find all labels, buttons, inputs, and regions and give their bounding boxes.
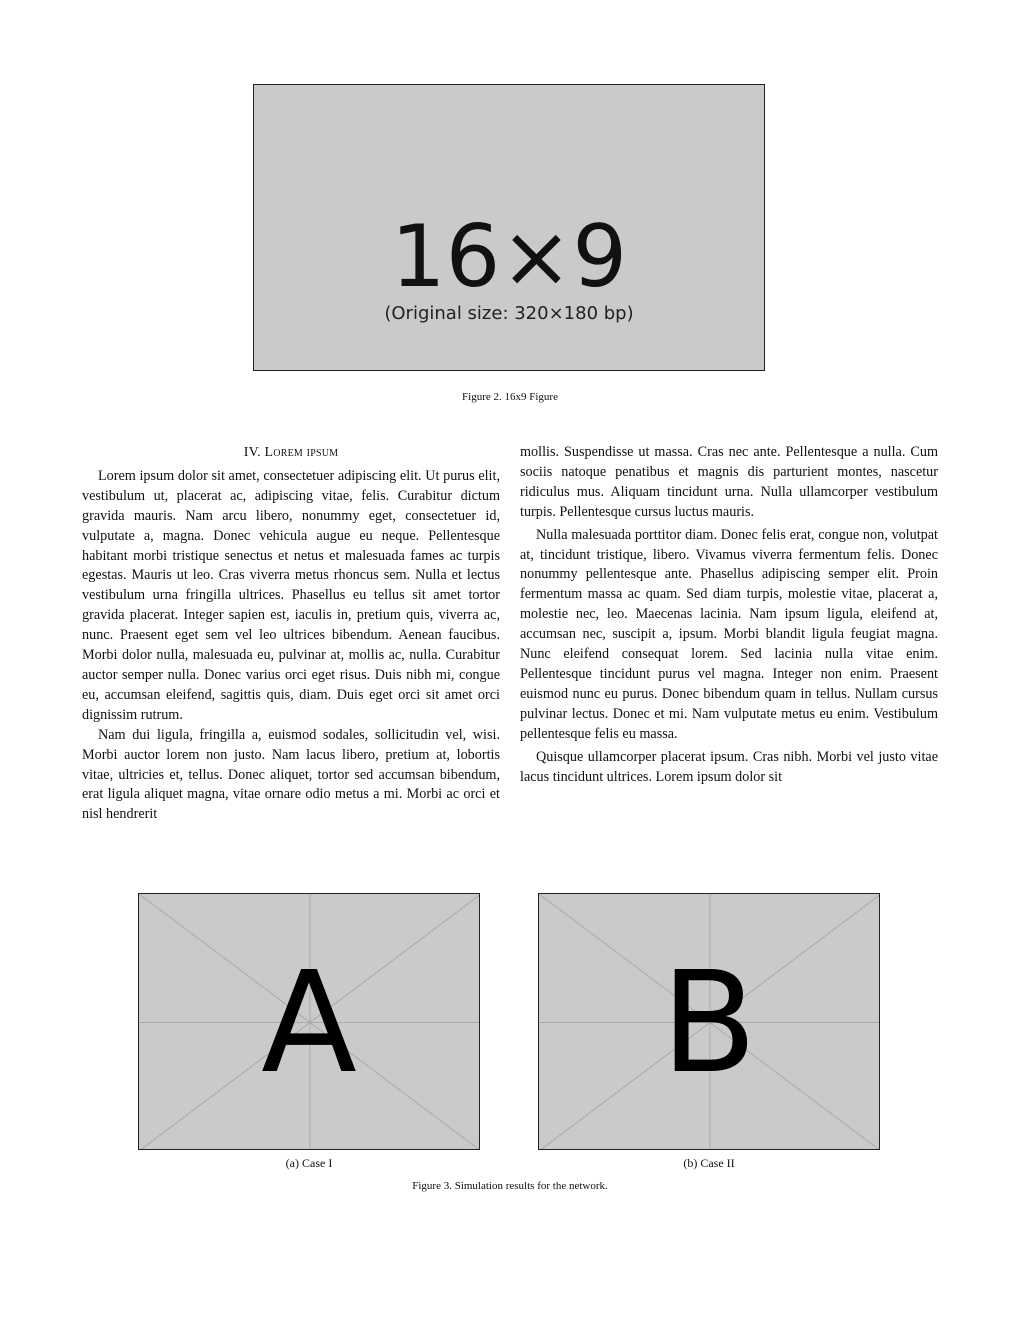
figure-3a-placeholder <box>138 893 480 1150</box>
paragraph: Quisque ullamcorper placerat ipsum. Cras nibh. Morbi vel justo vitae lacus tincidunt ultrices. Lorem ipsum dolor sit <box>520 748 938 785</box>
figure-2-size-text: (Original size: 320×180 bp) <box>384 303 634 324</box>
panel-letter-b: B <box>660 942 758 1105</box>
section-title: Lorem ipsum <box>264 445 339 460</box>
paragraph: Lorem ipsum dolor sit amet, consectetuer adipiscing elit. Ut purus elit, vestibulum ut, placerat ac, adipiscing vitae, felis. Curabitur dictum gravida mauris. Nam arcu libero, nonummy eget, consectetuer id, vulputate a, magna. Donec vehicula augue eu neque. Pellentesque habitant morbi tristique senectus et netus et malesuada fames ac turpis egestas. Mauris ut leo. Cras viverra metus rhoncus sem. Nulla et lectus vestibulum urna fringilla ultrices. Phasellus eu tellus sit amet tortor gravida placerat. Integer sapien est, iaculis in, pretium quis, viverra ac, nunc. Praesent eget sem vel leo ultrices bibendum. Aenean faucibus. Morbi dolor nulla, malesuada eu, pulvinar at, mollis ac, nulla. Curabitur auctor semper nulla. Donec varius orci eget risus. Duis nibh mi, congue eu, accumsan eleifend, sagittis quis, diam. Duis eget orci sit amet orci dignissim rutrum. <box>82 467 500 723</box>
figure-3b-caption: (b) Case II <box>683 1156 735 1170</box>
figure-2-ratio-text: 16×9 <box>390 207 628 307</box>
paragraph-continued: mollis. Suspendisse ut massa. Cras nec ante. Pellentesque a nulla. Cum sociis natoque penatibus et magnis dis parturient montes, nascetur ridiculus mus. Aliquam tincidunt urna. Nulla ullamcorper vestibulum turpis. Pellentesque cursus luctus mauris. <box>520 444 938 520</box>
figure-2-placeholder <box>253 84 765 371</box>
figure-3-caption: Figure 3. Simulation results for the network. <box>412 1180 608 1192</box>
left-column <box>82 443 500 825</box>
figure-2-caption: Figure 2. 16x9 Figure <box>462 391 558 403</box>
paragraph: Nam dui ligula, fringilla a, euismod sodales, sollicitudin vel, wisi. Morbi auctor lorem non justo. Nam lacus libero, pretium at, lobortis vitae, ultricies et, tellus. Donec aliquet, tortor sed accumsan bibendum, erat ligula aliquet magna, vitae ornare odio metus a mi. Morbi ac orci et nisl hendrerit <box>82 726 500 823</box>
section-heading <box>82 443 500 463</box>
figure-3a-caption: (a) Case I <box>285 1156 333 1170</box>
figure-3b-placeholder <box>538 893 880 1150</box>
panel-letter-a: A <box>261 942 357 1105</box>
paragraph: Nulla malesuada porttitor diam. Donec felis erat, congue non, volutpat at, tincidunt tristique, libero. Vivamus viverra fermentum felis. Donec nonummy pellentesque ante. Phasellus adipiscing semper elit. Proin fermentum massa ac quam. Sed diam turpis, molestie vitae, placerat a, molestie nec, leo. Maecenas lacinia. Nam ipsum ligula, eleifend at, accumsan nec, suscipit a, ipsum. Morbi blandit ligula feugiat magna. Nunc eleifend consequat lorem. Sed lacinia nulla vitae enim. Pellentesque tincidunt purus vel magna. Integer non enim. Praesent euismod nunc eu purus. Donec bibendum quam in tellus. Nullam cursus pulvinar lectus. Donec et mi. Nam vulputate metus eu enim. Vestibulum pellentesque felis eu massa. <box>520 526 938 742</box>
right-column <box>520 443 938 787</box>
section-number: IV. <box>243 445 261 460</box>
